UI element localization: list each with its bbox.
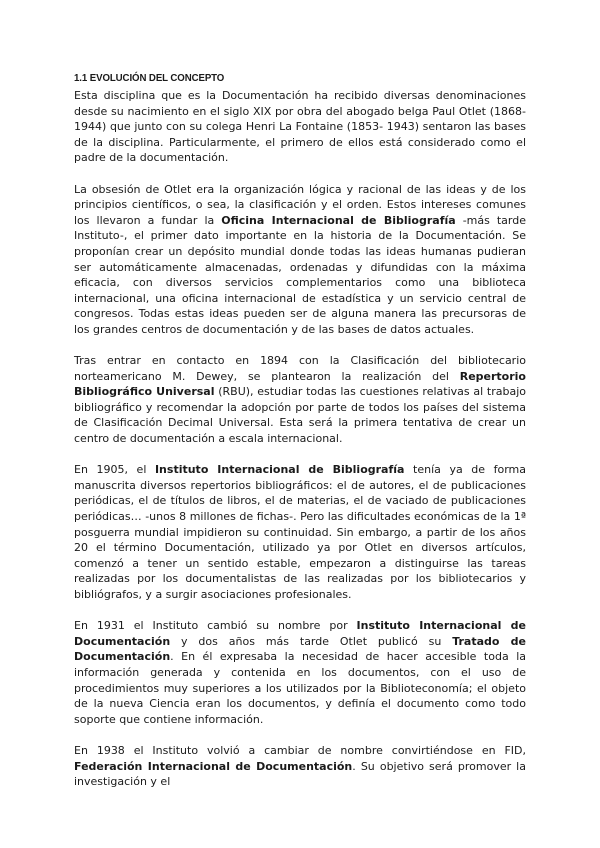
paragraph-5-bold-term-2: Tratado de Documentación xyxy=(74,634,526,664)
paragraph-2 xyxy=(74,182,526,338)
paragraph-5 xyxy=(74,618,526,727)
paragraph-4-bold-term: Instituto Internacional de Bibliografía xyxy=(154,463,405,477)
paragraph-1 xyxy=(74,88,526,166)
paragraph-2-bold-term: Oficina Internacional de Bibliografía xyxy=(221,213,456,227)
paragraph-3-text-c: (RBU), estudiar todas las cuestiones relativas al trabajo bibliográfico y recomendar la adopción por parte de todos los países del sistema de Clasificación Decimal Universal. Esta será la primera tentativa de crear un centro de documentación a escala internacional. xyxy=(74,385,526,446)
paragraph-4 xyxy=(74,462,526,602)
paragraph-1-text: Esta disciplina que es la Documentación ha recibido diversas denominaciones desde su nacimiento en el siglo XIX por obra del abogado belga Paul Otlet (1868-1944) que junto con su colega Henri La Fontaine (1853- 1943) sentaron las bases de la disciplina. Particularmente, el primero de ellos está considerado como el padre de la documentación. xyxy=(74,89,526,165)
paragraph-2-text-c: -más tarde Instituto-, el primer dato importante en la historia de la Documentación. Se proponían crear un depósito mundial donde todas las ideas humanas pudieran ser automáticamente almacenadas, ordenadas y difundidas con la máxima eficacia, con diversos servicios complementarios como una biblioteca internacional, una oficina internacional de estadística y un servicio central de congresos. Todas estas ideas pueden ser de alguna manera las precursoras de los grandes centros de documentación y de las bases de datos actuales. xyxy=(74,213,526,336)
paragraph-6 xyxy=(74,743,526,790)
paragraph-5-text-c: y dos años más tarde Otlet publicó su xyxy=(170,634,453,648)
paragraph-5-text-a: En 1931 el Instituto cambió su nombre por xyxy=(74,619,357,633)
paragraph-6-text-c: . Su objetivo será promover la investigación y el xyxy=(74,759,526,789)
paragraph-3 xyxy=(74,353,526,447)
paragraph-4-text-c: tenía ya de forma manuscrita diversos repertorios bibliográficos: el de autores, el de publicaciones periódicas, el de títulos de libros, el de materias, el de vaciado de publicaciones periódicas… -unos 8 millones de fichas-. Pero las dificultades económicas de la 1ª posguerra mundial impidieron su continuidad. Sin embargo, a partir de los años 20 el término Documentación, utilizado ya por Otlet en diversos artículos, comenzó a tener un sentido estable, empezaron a distinguirse las tareas realizadas por los documentalistas de las realizadas por los bibliotecarios y bibliógrafos, y a surgir asociaciones profesionales. xyxy=(74,463,526,601)
paragraph-5-bold-term-1: Instituto Internacional de Documentación xyxy=(74,619,527,648)
paragraph-2-text-a: La obsesión de Otlet era la organización lógica y racional de las ideas y de los principios científicos, o sea, la clasificación y el orden. Estos intereses comunes los llevaron a fundar la xyxy=(74,182,526,227)
paragraph-5-text-d: . En él expresaba la necesidad de hacer accesible toda la información generada y contenida en los documentos, con el uso de procedimientos muy superiores a los utilizados por la Biblioteconomía; el objeto de la nueva Ciencia eran los documentos, y definía el documento como todo soporte que contiene información. xyxy=(74,650,526,726)
paragraph-3-bold-term: Repertorio Bibliográfico Universal xyxy=(74,369,526,399)
section-heading: 1.1 EVOLUCIÓN DEL CONCEPTO xyxy=(74,72,225,84)
paragraph-3-text-a: Tras entrar en contacto en 1894 con la Clasificación del bibliotecario norteamericano M. Dewey, se plantearon la realización del xyxy=(74,354,526,383)
paragraph-6-bold-term: Federación Internacional de Documentación xyxy=(74,759,353,773)
paragraph-4-text-a: En 1905, el xyxy=(74,463,155,477)
paragraph-6-text-a: En 1938 el Instituto volvió a cambiar de nombre convirtiéndose en FID, xyxy=(74,743,526,757)
